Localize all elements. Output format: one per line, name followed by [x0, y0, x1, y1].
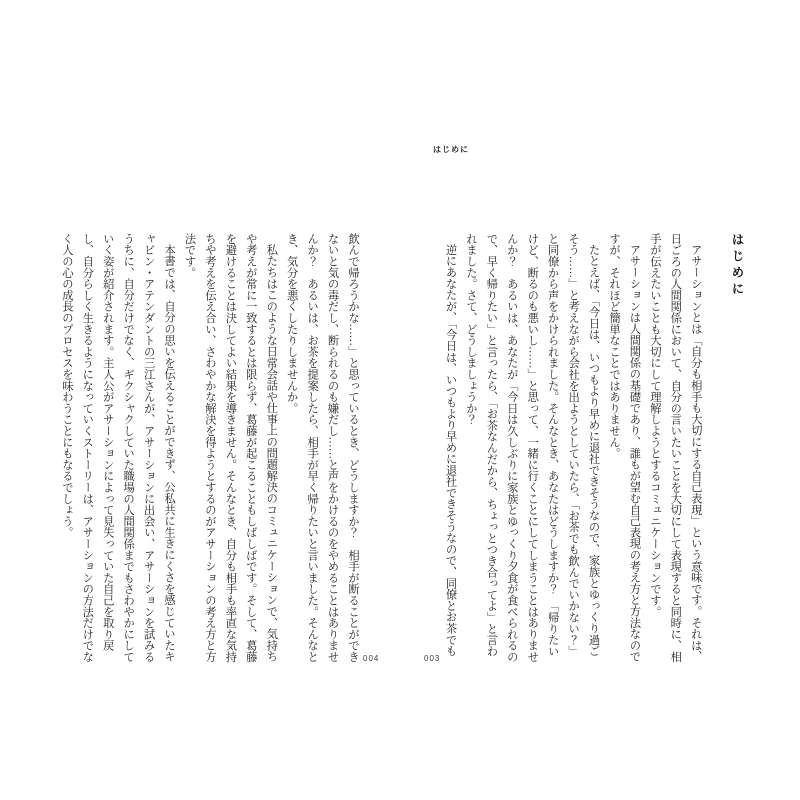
page-left [56, 233, 363, 664]
page-number-right: 003 [424, 654, 441, 663]
paragraph: 逆にあなたが、「今日は、いつもより早めに退社できそうなので、同僚とお茶でも [444, 244, 457, 657]
page-right [440, 233, 747, 664]
running-header: はじめに [433, 145, 469, 154]
paragraph: 私たちはこのような日常会話や仕事上の問題解決のコミュニケーションで、気持ちや考えが常に一致するとは限らず、葛藤が起こることもしばしばです。そして、葛藤を避けることは決してよい結果を導きません。そんなとき、自分も相手も率直な気持ちや考えを伝え合い、さわやかな解決を得ようとするのがアサーションの考え方と方法です。 [183, 233, 278, 663]
page-number-left: 004 [363, 654, 380, 663]
paragraph: アサーションとは「自分も相手も大切にする自己表現」という意味です。それは、日ごろの人間関係において、自分の言いたいことを大切にして表現すると同時に、相手が伝えたいことも大切にして理解しようとするコミュニケーションです。 [648, 233, 702, 663]
paragraph: アサーションは人間関係の基礎であり、誰もが望む自己表現の考え方と方法なのですが、それほど簡単なことではありません。 [608, 233, 641, 663]
chapter-title: はじめに [730, 233, 744, 298]
paragraph: たとえば、「今日は、いつもより早めに退社できそうなので、家族とゆっくり過ごそう……」と考えながら会社を出ようとしていたら、「お茶でも飲んでいかない？」と同僚から声をかけられました。そんなとき、あなたはどうしますか？ 「帰りたいけど、断るのも悪いし……」と思って、一緒に行くことにしてしまうことはありませんか？ あるいは、あなたが「今日は久しぶりに家族とゆっくり夕食が食べられるので、早く帰りたい」と言ったら、「お茶なんだから、ちょっとつき合ってよ」と言われました。さて、どうしましょうか？ [464, 233, 600, 663]
paragraph: 本書では、自分の思いを伝えることができず、公私共に生きにくさを感じていたキャビン・アテンダントの三江さんが、アサーションに出会い、アサーションを試みるうちに、自分だけでなく、ギクシャクしていた職場の人間関係までもさわやかにしていく姿が紹介されます。主人公がアサーションによって見失っていた自己を取り戻し、自分らしく生きるようになっていくストーリーは、アサーションの方法だけでなく人の心の成長のプロセスを味わうことにもなるでしょう。 [60, 233, 176, 663]
paragraph-continuation: 飲んで帰ろうかな……」と思っているとき、どうしますか？ 相手が断ることができないと気の毒だし、断られるのも嫌だし……と声をかけるのをやめることはありませんか？ あるいは、お茶を提案したら、相手が早く帰りたいと言いました。そんなとき、気分を悪くしたりしませんか。 [285, 233, 359, 663]
